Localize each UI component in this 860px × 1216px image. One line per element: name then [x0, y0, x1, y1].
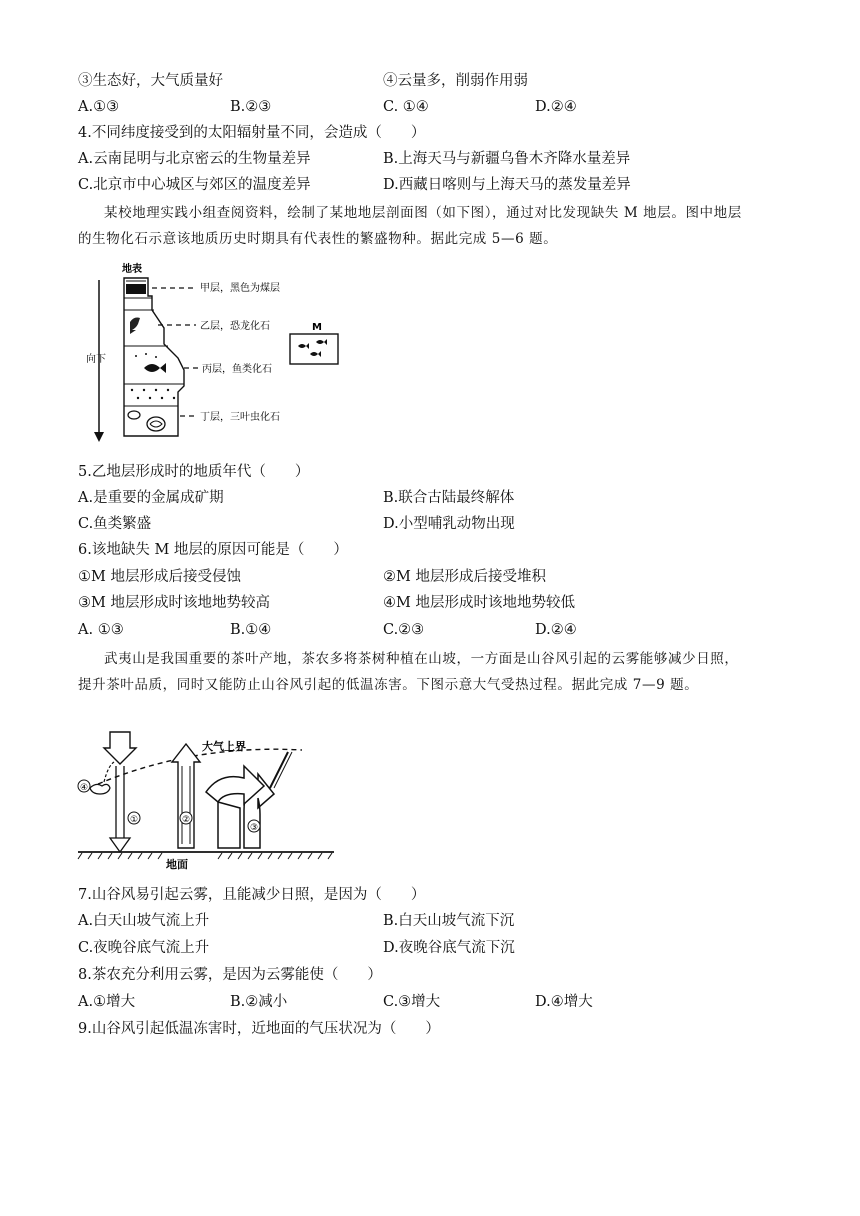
q3-choice-c: C. ①④ [383, 99, 429, 115]
intro-5-6-line-1: 某校地理实践小组查阅资料，绘制了某地地层剖面图（如下图），通过对比发现缺失 M 地层。图中地层 [104, 205, 742, 221]
q7-choice-b: B.白天山坡气流下沉 [383, 913, 515, 929]
q4-choice-d: D.西藏日喀则与上海天马的蒸发量差异 [383, 177, 631, 193]
label-3: ③ [250, 823, 259, 833]
q5-choice-b: B.联合古陆最终解体 [383, 490, 515, 506]
q6-choice-a: A. ①③ [78, 622, 124, 638]
q8-choice-a: A.①增大 [78, 994, 136, 1010]
q8-choice-d: D.④增大 [535, 994, 593, 1010]
q8-choice-c: C.③增大 [383, 994, 441, 1010]
q6-option-2: ②M 地层形成后接受堆积 [383, 569, 546, 585]
q8-stem: 8.茶农充分利用云雾，是因为云雾能使（ ） [78, 967, 382, 983]
q7-stem: 7.山谷风易引起云雾，且能减少日照，是因为（ ） [78, 887, 426, 903]
solar-radiation-arrow-icon [104, 732, 136, 764]
intro-7-9-line-2: 提升茶叶品质，同时又能防止山谷风引起的低温冻害。下图示意大气受热过程。据此完成 7—9 题。 [78, 677, 699, 693]
q5-choice-d: D.小型哺乳动物出现 [383, 516, 515, 532]
m-layer-label: M [312, 322, 322, 333]
q8-choice-b: B.②减小 [230, 994, 288, 1010]
q3-option-3: ③生态好，大气质量好 [78, 73, 223, 89]
strata-profile-figure [80, 258, 370, 450]
surface-label: 地表 [122, 264, 142, 275]
q6-choice-b: B.①④ [230, 622, 272, 638]
q5-choice-a: A.是重要的金属成矿期 [78, 490, 224, 506]
layer-bing-label: 丙层，鱼类化石 [202, 364, 272, 375]
q3-choice-d: D.②④ [535, 99, 577, 115]
m-layer-box [290, 334, 338, 364]
q6-option-1: ①M 地层形成后接受侵蚀 [78, 569, 241, 585]
layer-jia-label: 甲层，黑色为煤层 [200, 283, 280, 294]
q6-stem: 6.该地缺失 M 地层的原因可能是（ ） [78, 542, 348, 558]
q9-stem: 9.山谷风引起低温冻害时，近地面的气压状况为（ ） [78, 1021, 440, 1037]
label-4: ④ [80, 783, 89, 793]
down-label-1: 向下 [86, 354, 106, 365]
q4-choice-c: C.北京市中心城区与郊区的温度差异 [78, 177, 311, 193]
label-1: ① [130, 815, 139, 825]
atmosphere-heating-figure [74, 722, 344, 872]
q3-option-4: ④云量多，削弱作用弱 [383, 73, 528, 89]
label-2: ② [182, 815, 191, 825]
coal-layer [126, 284, 146, 294]
q6-choice-d: D.②④ [535, 622, 577, 638]
q4-stem: 4.不同纬度接受到的太阳辐射量不同，会造成（ ） [78, 125, 426, 141]
q7-choice-d: D.夜晚谷底气流下沉 [383, 940, 515, 956]
layer-yi-label: 乙层，恐龙化石 [200, 321, 270, 332]
atmosphere-top-label: 大气上界 [202, 740, 246, 753]
cloud-icon [90, 784, 110, 794]
intro-7-9-line-1: 武夷山是我国重要的茶叶产地，茶农多将茶树种植在山坡，一方面是山谷风引起的云雾能够减少日照， [104, 651, 739, 667]
q7-choice-a: A.白天山坡气流上升 [78, 913, 210, 929]
q7-choice-c: C.夜晚谷底气流上升 [78, 940, 210, 956]
q6-option-4: ④M 地层形成时该地地势较低 [383, 595, 575, 611]
q6-choice-c: C.②③ [383, 622, 425, 638]
q4-choice-b: B.上海天马与新疆乌鲁木齐降水量差异 [383, 151, 631, 167]
q3-choice-a: A.①③ [78, 99, 120, 115]
q3-choice-b: B.②③ [230, 99, 272, 115]
strata-column-outline [124, 278, 184, 436]
q6-option-3: ③M 地层形成时该地地势较高 [78, 595, 270, 611]
ground-hatching [78, 853, 332, 859]
q4-choice-a: A.云南昆明与北京密云的生物量差异 [78, 151, 311, 167]
down-arrow-head-icon [94, 432, 104, 442]
q5-choice-c: C.鱼类繁盛 [78, 516, 152, 532]
arrow-1-head-icon [110, 838, 130, 852]
ground-radiation-arrow-icon [172, 744, 200, 848]
intro-5-6-line-2: 的生物化石示意该地质历史时期具有代表性的繁盛物种。据此完成 5—6 题。 [78, 231, 558, 247]
layer-ding-label: 丁层，三叶虫化石 [200, 412, 280, 423]
q5-stem: 5.乙地层形成时的地质年代（ ） [78, 464, 310, 480]
ground-label: 地面 [166, 858, 188, 871]
